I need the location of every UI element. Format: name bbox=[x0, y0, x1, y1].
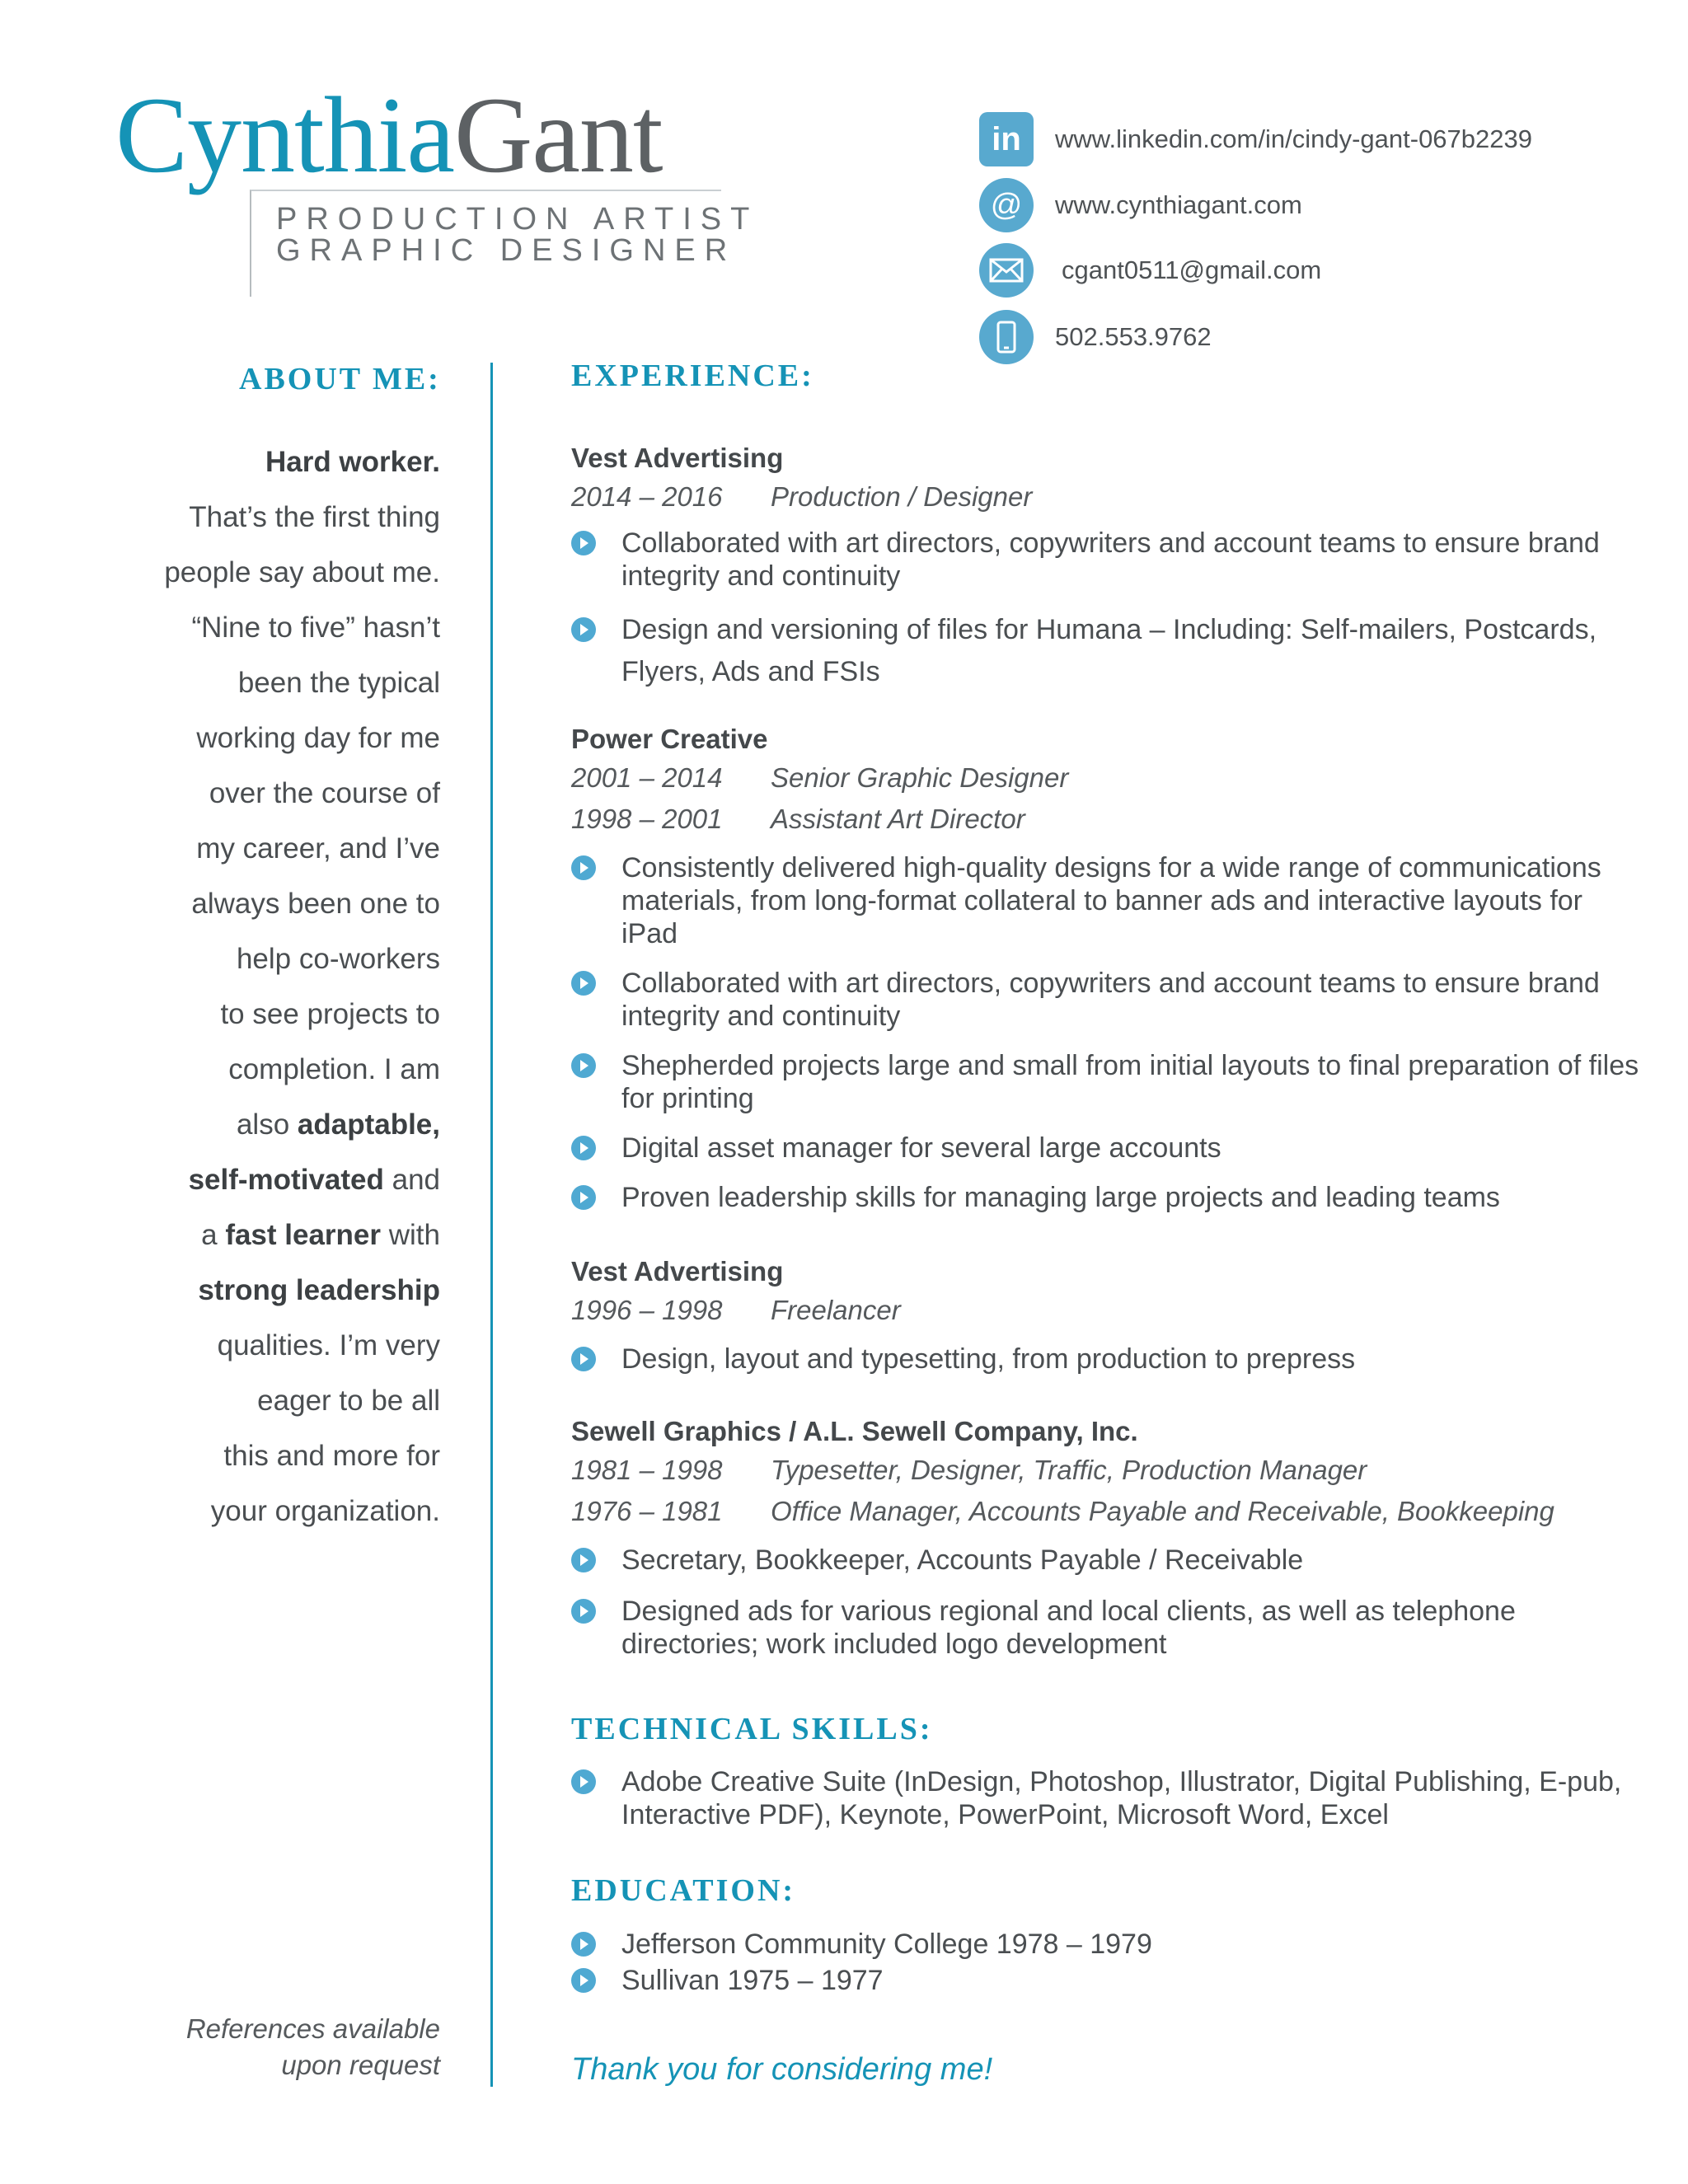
contact-phone[interactable] bbox=[979, 309, 1212, 365]
bullet-arrow-icon bbox=[571, 1347, 596, 1371]
job-role: 1981 – 1998 Typesetter, Designer, Traffic, Production Manager bbox=[571, 1455, 1367, 1485]
job-entry bbox=[571, 440, 1643, 693]
column-divider bbox=[490, 363, 493, 2087]
bullet-arrow-icon bbox=[571, 617, 596, 642]
bullet-arrow-icon bbox=[571, 1548, 596, 1572]
phone-number[interactable]: 502.553.9762 bbox=[1055, 322, 1212, 351]
job-role: 1998 – 2001 Assistant Art Director bbox=[571, 804, 1025, 834]
job-entry bbox=[571, 721, 1643, 1214]
about-line: That’s the first thing bbox=[189, 501, 440, 533]
bullet-item: Collaborated with art directors, copywriters and account teams to ensure brand integrity and continuity bbox=[571, 967, 1643, 1033]
company-name: Vest Advertising bbox=[571, 443, 784, 473]
bullet-arrow-icon bbox=[571, 1932, 596, 1957]
about-line: eager to be all bbox=[257, 1385, 440, 1417]
education-list bbox=[571, 1928, 1643, 1997]
contact-linkedin[interactable] bbox=[979, 111, 1532, 167]
bullet-arrow-icon bbox=[571, 1185, 596, 1210]
website-url[interactable]: www.cynthiagant.com bbox=[1055, 190, 1302, 219]
bullet-item: Collaborated with art directors, copywriters and account teams to ensure brand integrity and continuity bbox=[571, 527, 1643, 593]
bullet-arrow-icon bbox=[571, 1599, 596, 1624]
at-icon: @ bbox=[979, 178, 1034, 232]
phone-icon bbox=[979, 310, 1034, 364]
bullet-item: Adobe Creative Suite (InDesign, Photoshop, Illustrator, Digital Publishing, E-pub, Interactive PDF), Keynote, PowerPoint, Microsoft Word, Excel bbox=[571, 1765, 1643, 1831]
job-role: 2014 – 2016 Production / Designer bbox=[571, 481, 1033, 512]
bullet-item: Consistently delivered high-quality designs for a wide range of communications materials, from long-format collateral to banner ads and interactive layouts for iPad bbox=[571, 851, 1643, 950]
about-line: Hard worker. bbox=[265, 446, 440, 478]
about-line: always been one to bbox=[191, 888, 440, 920]
about-line: people say about me. bbox=[164, 556, 440, 588]
about-line: self-motivated and bbox=[188, 1164, 440, 1196]
job-role: 1996 – 1998 Freelancer bbox=[571, 1295, 901, 1325]
envelope-icon bbox=[979, 243, 1034, 298]
linkedin-icon: in bbox=[979, 112, 1034, 166]
email-address[interactable]: cgant0511@gmail.com bbox=[1062, 255, 1322, 284]
contact-website[interactable] bbox=[979, 177, 1302, 233]
about-line: this and more for bbox=[223, 1440, 440, 1472]
bullet-arrow-icon bbox=[571, 1769, 596, 1794]
closing-note: Thank you for considering me! bbox=[571, 2052, 993, 2087]
about-line: qualities. I’m very bbox=[217, 1329, 440, 1361]
company-name: Vest Advertising bbox=[571, 1256, 784, 1286]
job-title-2: GRAPHIC DESIGNER bbox=[276, 233, 737, 268]
bullet-item: Design and versioning of files for Humana – Including: Self-mailers, Postcards, Flyers, Ads and FSIs bbox=[571, 609, 1643, 693]
bullet-item: Sullivan 1975 – 1977 bbox=[571, 1964, 1643, 1997]
about-line: your organization. bbox=[210, 1495, 440, 1527]
bullet-arrow-icon bbox=[571, 971, 596, 996]
education-heading: EDUCATION: bbox=[571, 1873, 796, 1908]
company-name: Power Creative bbox=[571, 724, 768, 754]
contact-email[interactable] bbox=[979, 242, 1322, 298]
about-line: “Nine to five” hasn’t bbox=[191, 612, 440, 644]
about-line: completion. I am bbox=[228, 1053, 440, 1085]
bullet-arrow-icon bbox=[571, 531, 596, 555]
about-line: working day for me bbox=[196, 722, 440, 754]
name-heading bbox=[115, 74, 663, 195]
bullet-item: Proven leadership skills for managing large projects and leading teams bbox=[571, 1181, 1643, 1214]
about-line: my career, and I’ve bbox=[196, 832, 440, 865]
bullet-item: Jefferson Community College 1978 – 1979 bbox=[571, 1928, 1643, 1961]
job-entry bbox=[571, 1254, 1643, 1376]
bullet-arrow-icon bbox=[571, 1968, 596, 1993]
about-text bbox=[110, 434, 440, 1539]
about-line: over the course of bbox=[209, 777, 440, 809]
job-role: 1976 – 1981 Office Manager, Accounts Payable and Receivable, Bookkeeping bbox=[571, 1496, 1554, 1526]
experience-heading: EXPERIENCE: bbox=[571, 359, 814, 393]
linkedin-url[interactable]: www.linkedin.com/in/cindy-gant-067b2239 bbox=[1055, 124, 1532, 153]
last-name: Gant bbox=[453, 74, 663, 195]
about-heading: ABOUT ME: bbox=[239, 362, 441, 396]
bullet-item: Digital asset manager for several large accounts bbox=[571, 1132, 1643, 1165]
bullet-item: Shepherded projects large and small from initial layouts to final preparation of files for printing bbox=[571, 1049, 1643, 1115]
company-name: Sewell Graphics / A.L. Sewell Company, Inc. bbox=[571, 1416, 1138, 1446]
job-entry bbox=[571, 1413, 1643, 1661]
bullet-arrow-icon bbox=[571, 1136, 596, 1160]
first-name: Cynthia bbox=[115, 74, 454, 195]
bullet-item: Secretary, Bookkeeper, Accounts Payable / Receivable bbox=[571, 1544, 1643, 1577]
bullet-item: Designed ads for various regional and local clients, as well as telephone directories; work included logo development bbox=[571, 1595, 1643, 1661]
about-line: to see projects to bbox=[220, 998, 440, 1030]
references-note: References available upon request bbox=[185, 2013, 440, 2080]
bullet-arrow-icon bbox=[571, 855, 596, 880]
skills-heading: TECHNICAL SKILLS: bbox=[571, 1712, 933, 1746]
about-line: help co-workers bbox=[236, 943, 440, 975]
job-role: 2001 – 2014 Senior Graphic Designer bbox=[571, 762, 1069, 793]
about-line: also adaptable, bbox=[236, 1108, 440, 1141]
skills-list bbox=[571, 1765, 1643, 1831]
about-line: a fast learner with bbox=[201, 1219, 440, 1251]
bullet-item: Design, layout and typesetting, from production to prepress bbox=[571, 1343, 1643, 1376]
about-line: strong leadership bbox=[198, 1274, 440, 1306]
bullet-arrow-icon bbox=[571, 1053, 596, 1078]
job-title-1: PRODUCTION ARTIST bbox=[276, 202, 759, 237]
about-line: been the typical bbox=[237, 667, 440, 699]
